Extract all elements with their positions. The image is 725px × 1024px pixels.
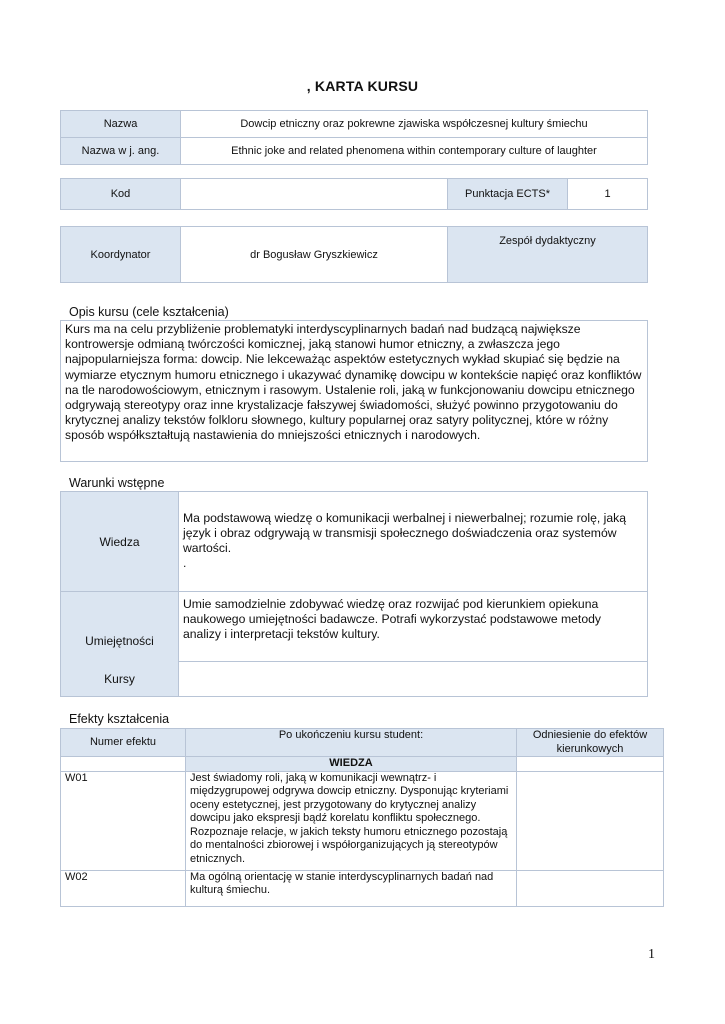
section-spacer-right [517,757,664,772]
knowledge-value [179,492,648,592]
outcome-reference [517,771,664,870]
outcome-reference [517,870,664,906]
coordinator-table [60,226,648,283]
courses-value [179,662,648,697]
course-name-table [60,110,648,165]
outcome-text: Ma ogólną orientację w stanie interdyscyplinarnych badań nad kulturą śmiechu. [186,870,517,906]
col-after-course: Po ukończeniu kursu student: [186,729,517,757]
courses-label: Kursy [61,662,179,697]
page-title: , KARTA KURSU [306,78,419,94]
coordinator-value: dr Bogusław Gryszkiewicz [181,227,448,283]
name-label: Nazwa [61,111,181,138]
col-reference: Odniesienie do efektów kierunkowych [517,729,664,757]
ects-value: 1 [568,179,648,210]
page-number: 1 [648,947,655,962]
table-row [61,771,664,870]
knowledge-text: Ma podstawową wiedzę o komunikacji werbalnej i niewerbalnej; rozumie rolę, jaką język i obraz odgrywają w transmisji społecznego doświadczenia oraz systemów wartości. [183,511,627,555]
learning-outcomes-heading: Efekty kształcenia [69,712,170,726]
table-row [61,870,664,906]
col-outcome-number: Numer efektu [61,729,186,757]
outcome-id: W02 [61,870,186,906]
code-label: Kod [61,179,181,210]
coordinator-label: Koordynator [61,227,181,283]
outcome-text: Jest świadomy roli, jaką w komunikacji wewnątrz- i międzygrupowej odgrywa dowcip etniczny. Dysponując kryteriami oceny estetycznej, jest przygotowany do krytycznej analizy dowcipu jako ekspresji bądź korelatu konfliktu społecznego. Rozpoznaje relacje, w jakich teksty humoru etnicznego pozostają do mentalności zbiorowej i współorganizujących ją stereotypów etnicznych. [186,771,517,870]
code-value [181,179,448,210]
code-ects-table [60,178,648,210]
section-knowledge: WIEDZA [186,757,517,772]
skills-value: Umie samodzielnie zdobywać wiedzę oraz rozwijać pod kierunkiem opiekuna naukowego umiejętności badawcze. Potrafi wykorzystać podstawowe metody analizy i interpretacji tekstów kultury. [179,592,648,662]
name-value: Dowcip etniczny oraz pokrewne zjawiska współczesnej kultury śmiechu [181,111,648,138]
prerequisites-heading: Warunki wstępne [69,476,165,490]
prerequisites-table [60,491,648,697]
name-english-value: Ethnic joke and related phenomena within contemporary culture of laughter [181,138,648,165]
learning-outcomes-table [60,728,664,907]
skills-label: Umiejętności [61,592,179,662]
knowledge-dot: . [183,556,187,570]
course-description-heading: Opis kursu (cele kształcenia) [69,305,229,319]
outcome-id: W01 [61,771,186,870]
section-spacer-left [61,757,186,772]
ects-label: Punktacja ECTS* [448,179,568,210]
knowledge-label: Wiedza [61,492,179,592]
course-description-text: Kurs ma na celu przybliżenie problematyki interdyscyplinarnych badań nad budzącą największe kontrowersje odmianą twórczości komicznej, jaką stanowi humor etniczny, a zwłaszcza jego najpopularniejsza forma: dowcip. Nie lekceważąc aspektów estetycznych wykład skupiać się będzie na wymiarze etycznym humoru etnicznego i ukazywać dynamikę dowcipu w kontekście napięć oraz konfliktów na tle narodowościowym, etnicznym i rasowym. Ustalenie roli, jaką w funkcjonowaniu dowcipu etnicznego odgrywają stereotypy oraz inne krystalizacje fałszywej świadomości, służyć powinno przygotowaniu do krytycznej analizy tekstów folkloru słownego, kultury popularnej oraz satyry politycznej, które w różny sposób współkształtują nastawienia do mniejszości etnicznych i narodowych. [60,320,648,462]
name-english-label: Nazwa w j. ang. [61,138,181,165]
teaching-team-label: Zespół dydaktyczny [448,227,648,283]
